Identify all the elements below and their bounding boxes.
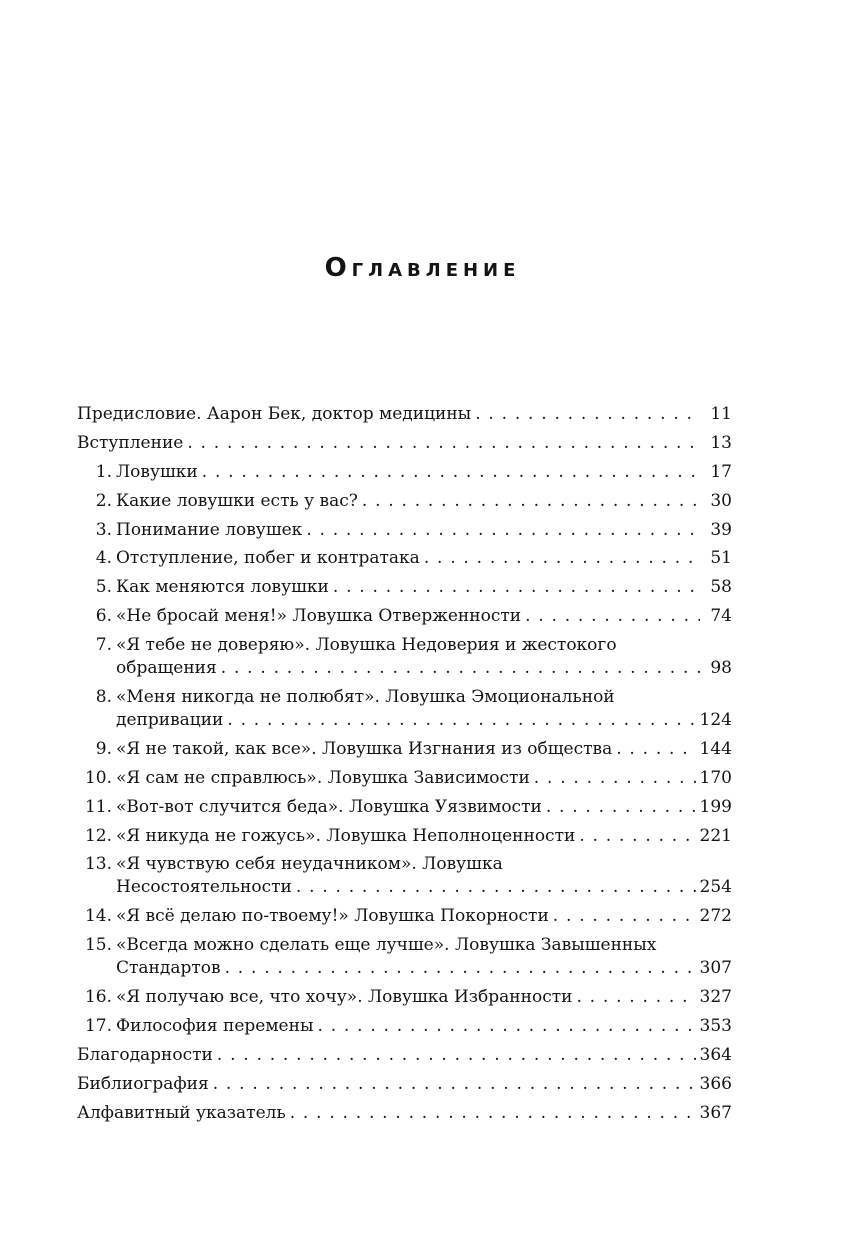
toc-leader-dots — [227, 709, 695, 732]
toc-entry-page: 11 — [710, 404, 732, 424]
toc-entry — [77, 547, 732, 570]
toc-entry-number: 11. — [84, 796, 112, 817]
toc-entry-title: «Я всё делаю по-твоему!» Ловушка Покорности — [116, 906, 549, 927]
toc-entry-page: 39 — [710, 519, 732, 540]
toc-entry-title: Благодарности — [77, 1044, 213, 1065]
toc-entry-number: 3. — [95, 519, 112, 540]
toc-entry-number: 1. — [95, 461, 112, 482]
toc-entry-page: 366 — [699, 1073, 732, 1094]
toc-entry — [77, 1073, 732, 1096]
toc-entry-title: Библиография — [77, 1073, 209, 1094]
toc-entry-number: 6. — [95, 606, 112, 627]
toc-entry — [77, 1015, 732, 1038]
toc-entry-title: Понимание ловушек — [116, 519, 303, 540]
toc-entry-page: 367 — [699, 1102, 732, 1123]
toc-entry-title: Философия перемены — [116, 1016, 314, 1037]
toc-leader-dots — [317, 1015, 695, 1038]
toc-entry-title: «Я получаю все, что хочу». Ловушка Избранности — [116, 987, 573, 1008]
toc-entry — [77, 853, 732, 899]
toc-leader-dots — [333, 576, 700, 599]
toc-entry-number: 17. — [84, 1016, 112, 1037]
toc-entry-page: 98 — [710, 658, 732, 679]
toc-entry — [77, 934, 732, 980]
toc-leader-dots — [306, 519, 700, 542]
toc-entry-page: 124 — [699, 710, 732, 731]
toc-entry-page: 364 — [699, 1044, 732, 1065]
toc-entry-title: Отступление, побег и контратака — [116, 548, 420, 569]
toc-entry-page: 13 — [710, 432, 732, 453]
toc-entry-title-continued: обращения — [116, 658, 217, 679]
toc-entry — [77, 825, 732, 848]
toc-leader-dots — [290, 1102, 696, 1125]
toc-entry-page: 272 — [699, 906, 732, 927]
toc-leader-dots — [202, 461, 700, 484]
toc-entry — [77, 738, 732, 761]
toc-entry-page: 144 — [699, 738, 732, 759]
toc-entry-title: «Не бросай меня!» Ловушка Отверженности — [116, 606, 522, 627]
toc-entry-number: 5. — [95, 577, 112, 598]
toc-entry-title: «Я не такой, как все». Ловушка Изгнания из общества — [116, 738, 613, 759]
toc-leader-dots — [217, 1044, 696, 1067]
toc-entry-page: 353 — [699, 1016, 732, 1037]
toc-leader-dots — [225, 957, 696, 980]
toc-entry-page: 221 — [699, 825, 732, 846]
toc-entry-title: «Всегда можно сделать еще лучше». Ловушка Завышенных — [116, 935, 657, 956]
toc-leader-dots — [221, 657, 700, 680]
toc-entry-number: 12. — [84, 825, 112, 846]
toc-entry-title: Вступление — [77, 432, 184, 453]
toc-entry-title-continued: депривации — [116, 710, 224, 731]
toc-entry-page: 30 — [710, 490, 732, 511]
toc-leader-dots — [475, 403, 700, 426]
toc-entry-number: 14. — [84, 906, 112, 927]
toc-entry — [77, 1102, 732, 1125]
toc-entry — [77, 605, 732, 628]
toc-leader-dots — [616, 738, 695, 761]
toc-leader-dots — [579, 825, 695, 848]
toc-entry-page: 327 — [699, 987, 732, 1008]
toc-entry-number: 9. — [95, 738, 112, 759]
toc-leader-dots — [553, 905, 696, 928]
toc-entry-page: 17 — [710, 461, 732, 482]
toc-entry-title-continued: Стандартов — [116, 958, 221, 979]
toc-entry — [77, 519, 732, 542]
toc-entry — [77, 432, 732, 455]
toc-entry — [77, 796, 732, 819]
toc-leader-dots — [546, 796, 696, 819]
toc-entry-number: 7. — [95, 635, 112, 656]
toc-leader-dots — [187, 432, 700, 455]
toc-entry — [77, 461, 732, 484]
toc-entry — [77, 576, 732, 599]
toc-entry-title: «Я никуда не гожусь». Ловушка Неполноценности — [116, 825, 576, 846]
toc-entry-number: 13. — [84, 854, 112, 875]
toc-entry-page: 58 — [710, 577, 732, 598]
toc-entry-number: 10. — [84, 767, 112, 788]
toc-entry-title: «Я чувствую себя неудачником». Ловушка — [116, 854, 503, 875]
toc-entry-title: Какие ловушки есть у вас? — [116, 490, 358, 511]
toc-leader-dots — [534, 767, 696, 790]
toc-leader-dots — [296, 876, 696, 899]
toc-entry-page: 74 — [710, 606, 732, 627]
toc-leader-dots — [213, 1073, 696, 1096]
toc-entry-number: 4. — [95, 548, 112, 569]
toc-entry-page: 199 — [699, 796, 732, 817]
table-of-contents — [77, 403, 732, 1131]
toc-entry-page: 51 — [710, 548, 732, 569]
toc-entry-title: «Меня никогда не полюбят». Ловушка Эмоциональной — [116, 687, 615, 708]
toc-entry — [77, 490, 732, 513]
toc-entry-number: 2. — [95, 490, 112, 511]
toc-entry-title: Ловушки — [116, 461, 198, 482]
toc-entry-page: 170 — [699, 767, 732, 788]
toc-entry — [77, 686, 732, 732]
toc-leader-dots — [576, 986, 695, 1009]
toc-entry-title: «Вот-вот случится беда». Ловушка Уязвимости — [116, 796, 542, 817]
toc-entry — [77, 767, 732, 790]
toc-entry-title: Как меняются ловушки — [116, 577, 329, 598]
toc-entry-page: 307 — [699, 958, 732, 979]
toc-leader-dots — [362, 490, 700, 513]
toc-entry — [77, 905, 732, 928]
toc-entry-number: 16. — [84, 987, 112, 1008]
toc-entry-title: Предисловие. Аарон Бек, доктор медицины — [77, 404, 472, 424]
toc-entry-title: «Я тебе не доверяю». Ловушка Недоверия и жестокого — [116, 635, 617, 656]
toc-entry — [77, 986, 732, 1009]
toc-entry-number: 15. — [84, 935, 112, 956]
toc-leader-dots — [424, 547, 700, 570]
toc-entry-title: Алфавитный указатель — [77, 1102, 286, 1123]
toc-entry — [77, 1044, 732, 1067]
toc-entry-number: 8. — [95, 687, 112, 708]
toc-leader-dots — [525, 605, 700, 628]
toc-entry — [77, 403, 732, 426]
toc-entry-title: «Я сам не справлюсь». Ловушка Зависимости — [116, 767, 530, 788]
toc-entry — [77, 634, 732, 680]
page-title: Оглавление — [324, 253, 521, 283]
toc-entry-page: 254 — [699, 877, 732, 898]
toc-entry-title-continued: Несостоятельности — [116, 877, 292, 898]
